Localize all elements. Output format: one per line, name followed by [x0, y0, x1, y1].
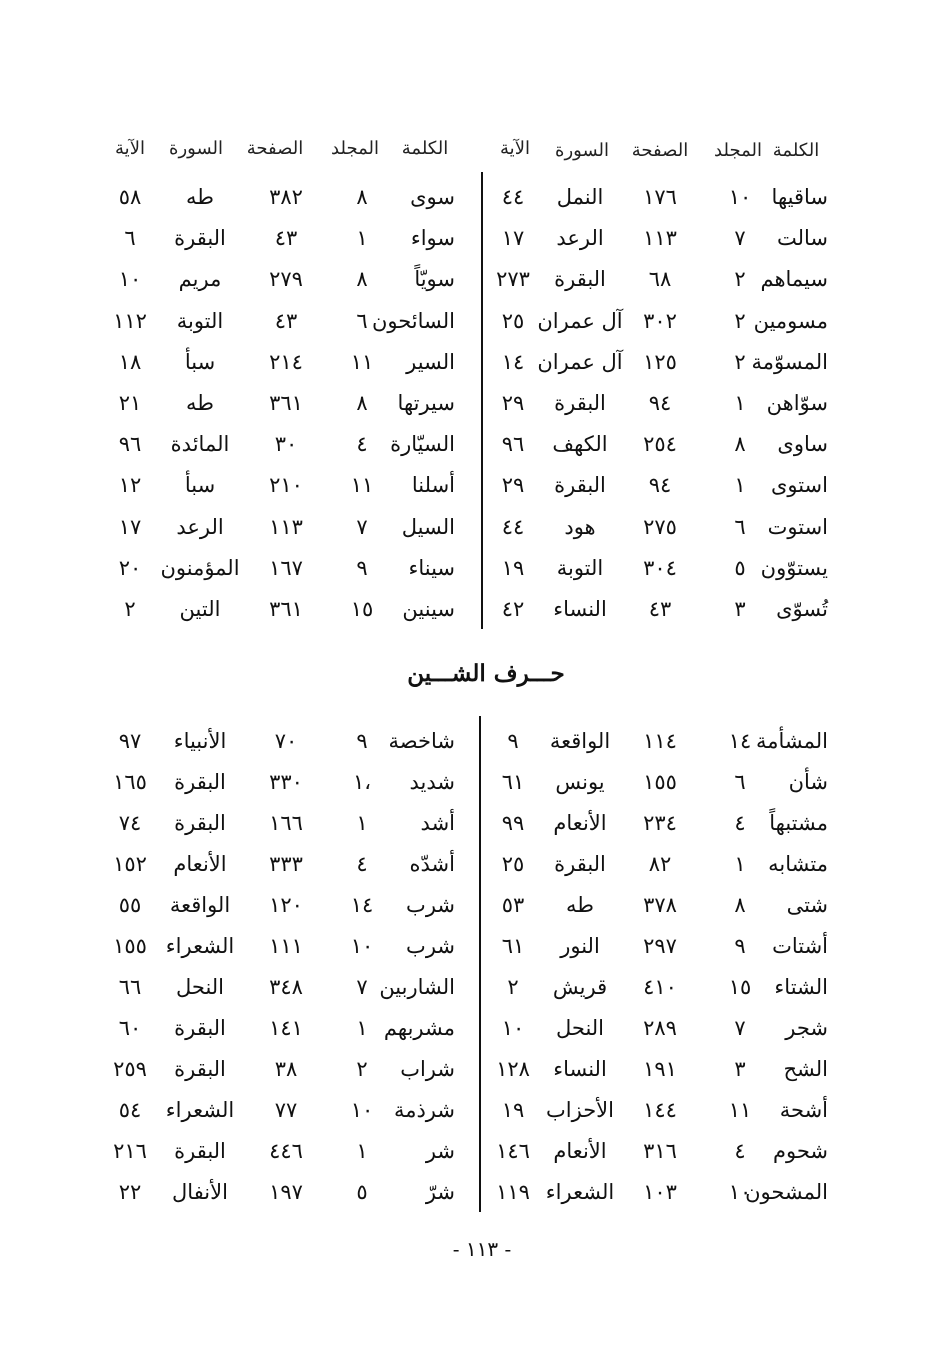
index-cell-page: ٣٣٣ [269, 852, 303, 876]
index-cell-ayah: ١٧ [118, 514, 142, 539]
index-cell-page: ٣٠ [274, 432, 298, 457]
index-cell-page: ٣٦١ [269, 391, 303, 415]
index-cell-page: ١٢٠ [269, 893, 303, 917]
index-cell-volume: ٧ [734, 226, 746, 251]
index-cell-ayah: ٢ [124, 597, 136, 621]
index-cell-page: ٦٨ [648, 267, 672, 292]
index-cell-volume: ٢ [734, 308, 746, 333]
index-cell-page: ٢٧٥ [643, 514, 677, 539]
index-cell-surah: البقرة [174, 1016, 226, 1040]
index-cell-surah: التوبة [556, 555, 604, 580]
index-cell-ayah: ١٥٥ [113, 934, 147, 958]
index-cell-page: ١١٣ [269, 514, 303, 539]
index-cell-page: ١٢٥ [643, 349, 677, 374]
index-cell-volume: ١٠ [350, 1098, 374, 1122]
index-cell-surah: سبأ [184, 473, 216, 498]
index-cell-word: المشحون [745, 1180, 828, 1204]
index-cell-surah: الشعراء [165, 1098, 235, 1122]
index-cell-page: ٣٦١ [269, 597, 303, 621]
index-cell-volume: ٨ [734, 893, 746, 917]
index-cell-ayah: ١٢٨ [496, 1057, 530, 1081]
index-cell-page: ١٩٧ [269, 1180, 303, 1204]
index-cell-ayah: ٢٥ [501, 308, 525, 333]
index-cell-volume: ٢ [734, 349, 746, 374]
index-cell-page: ٧٧ [274, 1098, 298, 1122]
index-cell-word: استوت [767, 514, 828, 539]
index-cell-word: أشحة [779, 1098, 828, 1122]
index-cell-word: شتى [786, 893, 828, 917]
index-cell-ayah: ١١٩ [496, 1180, 530, 1204]
index-cell-word: شجر [785, 1016, 828, 1040]
index-cell-surah: الأنعام [553, 1139, 607, 1163]
index-cell-ayah: ٥٨ [118, 185, 142, 209]
index-cell-volume: ١١ [728, 1098, 752, 1122]
index-cell-page: ٢٣٤ [643, 811, 677, 835]
index-cell-ayah: ٩ [507, 729, 519, 753]
index-cell-word: أشد [420, 811, 455, 835]
index-cell-ayah: ٦ [124, 226, 136, 251]
index-cell-ayah: ٥٥ [118, 893, 142, 917]
index-cell-ayah: ٩٧ [118, 729, 142, 753]
header-word-left: الكلمة [401, 138, 449, 159]
index-cell-surah: الكهف [552, 432, 608, 457]
index-cell-surah: طه [566, 893, 594, 917]
index-cell-volume: ٩ [734, 934, 746, 958]
column-divider-top [481, 172, 483, 629]
index-cell-word: السير [406, 349, 455, 374]
index-cell-surah: البقرة [174, 226, 226, 251]
index-cell-page: ٢٩٧ [643, 934, 677, 958]
index-cell-word: سيرتها [397, 391, 455, 415]
index-cell-word: متشابه [768, 852, 828, 876]
index-cell-surah: المائدة [170, 432, 230, 457]
index-cell-word: شرب [406, 934, 455, 958]
index-cell-page: ١٦٧ [269, 555, 303, 580]
index-cell-volume: ١ [734, 473, 746, 498]
index-cell-word: السيل [401, 514, 455, 539]
index-cell-ayah: ٦٦ [118, 975, 142, 999]
index-cell-ayah: ٥٤ [118, 1098, 142, 1122]
index-cell-word: سالت [776, 226, 828, 251]
index-cell-surah: الأحزاب [546, 1098, 614, 1122]
index-cell-word: شديد [409, 770, 455, 794]
index-cell-word: شاخصة [388, 729, 455, 753]
index-cell-ayah: ٢٥٩ [113, 1057, 147, 1081]
index-cell-volume: ١ [734, 391, 746, 415]
header-ayah-left: الآية [115, 138, 145, 159]
index-cell-surah: البقرة [554, 267, 606, 292]
index-cell-word: شرذمة [393, 1098, 455, 1122]
index-cell-ayah: ٤٤ [501, 514, 525, 539]
index-cell-ayah: ١٥٢ [113, 852, 147, 876]
index-cell-surah: النحل [175, 975, 225, 999]
index-cell-ayah: ١٢ [118, 473, 142, 498]
index-cell-page: ٤٣ [274, 308, 298, 333]
index-cell-surah: هود [564, 514, 596, 539]
index-cell-word: سوى [410, 185, 455, 209]
index-cell-ayah: ٢٧٣ [496, 267, 530, 292]
index-cell-volume: ٧ [356, 514, 368, 539]
column-divider-bottom [479, 716, 481, 1212]
header-volume-left: المجلد [331, 138, 379, 159]
index-cell-ayah: ٢٩ [501, 473, 525, 498]
index-cell-page: ٢١٤ [269, 349, 303, 374]
index-cell-ayah: ١٩ [501, 1098, 525, 1122]
index-cell-surah: طه [186, 185, 214, 209]
index-cell-surah: البقرة [174, 1139, 226, 1163]
index-cell-word: سويّاً [414, 267, 455, 292]
index-cell-surah: الواقعة [549, 729, 611, 753]
index-cell-surah: الشعراء [165, 934, 235, 958]
index-cell-ayah: ٢٠ [118, 555, 142, 580]
index-cell-volume: ١٠ [728, 185, 752, 209]
index-cell-volume: ٨ [734, 432, 746, 457]
index-cell-ayah: ٤٢ [501, 597, 525, 621]
index-cell-page: ١٤١ [269, 1016, 303, 1040]
index-cell-volume: ١ [356, 226, 368, 251]
index-cell-volume: ٥ [734, 555, 746, 580]
index-cell-volume: ٣ [734, 1057, 746, 1081]
header-surah-left: السورة [169, 138, 223, 159]
index-cell-ayah: ٢٢ [118, 1180, 142, 1204]
index-cell-word: سيناء [408, 555, 455, 580]
section-title: حـــرف الشـــين [407, 660, 565, 687]
index-cell-surah: النور [560, 934, 600, 958]
index-cell-ayah: ٧٤ [118, 811, 142, 835]
index-cell-ayah: ١١٢ [113, 308, 147, 333]
index-cell-word: يستوّون [760, 555, 828, 580]
index-cell-page: ٣٧٨ [643, 893, 677, 917]
index-cell-ayah: ١٦٥ [113, 770, 147, 794]
index-cell-volume: ٢ [734, 267, 746, 292]
index-cell-word: ساقيها [771, 185, 828, 209]
index-cell-page: ١٦٦ [269, 811, 303, 835]
index-cell-page: ٣٠٢ [643, 308, 677, 333]
index-cell-surah: النحل [555, 1016, 605, 1040]
header-word-right: الكلمة [772, 140, 820, 161]
index-cell-page: ٢٧٩ [269, 267, 303, 292]
index-cell-volume: ١ [734, 852, 746, 876]
index-cell-page: ٤٣ [274, 226, 298, 251]
index-cell-word: استوى [770, 473, 828, 498]
index-cell-ayah: ١٠ [501, 1016, 525, 1040]
index-cell-surah: سبأ [184, 349, 216, 374]
index-cell-ayah: ٩٩ [501, 811, 525, 835]
index-cell-word: سوّاهن [766, 391, 828, 415]
index-cell-surah: الرعد [556, 226, 604, 251]
index-cell-word: أشدّه [409, 852, 455, 876]
index-cell-word: سينين [402, 597, 455, 621]
index-cell-ayah: ٦١ [501, 934, 525, 958]
index-cell-surah: الرعد [176, 514, 224, 539]
index-cell-page: ٣٤٨ [269, 975, 303, 999]
index-cell-volume: ١ [356, 1016, 368, 1040]
index-cell-volume: ٤ [734, 811, 746, 835]
index-cell-volume: ٦ [356, 308, 368, 333]
header-ayah-right: الآية [500, 138, 530, 159]
index-cell-ayah: ٢١ [118, 391, 142, 415]
index-cell-surah: آل عمران [537, 349, 623, 374]
index-cell-volume: ٧ [734, 1016, 746, 1040]
index-cell-volume: ١١ [350, 473, 374, 498]
index-cell-word: شرّ [425, 1180, 455, 1204]
index-cell-volume: ٢ [356, 1057, 368, 1081]
index-cell-page: ١٠٣ [643, 1180, 677, 1204]
index-cell-ayah: ٩٦ [501, 432, 525, 457]
index-cell-word: الشح [783, 1057, 828, 1081]
index-cell-page: ٣٨٢ [269, 185, 303, 209]
index-cell-page: ٣٨ [274, 1057, 298, 1081]
index-cell-ayah: ١٤ [501, 349, 525, 374]
index-cell-volume: ١ [356, 811, 368, 835]
index-cell-surah: البقرة [174, 811, 226, 835]
index-cell-volume: ١٤ [350, 893, 374, 917]
index-cell-word: شراب [400, 1057, 455, 1081]
index-cell-page: ٢١٠ [269, 473, 303, 498]
index-cell-word: تُسوّى [776, 597, 828, 621]
index-cell-ayah: ٤٤ [501, 185, 525, 209]
index-cell-word: المسوّمة [751, 349, 828, 374]
header-volume-right: المجلد [714, 140, 762, 161]
index-cell-volume: ٩ [356, 729, 368, 753]
index-cell-surah: الأنفال [172, 1180, 228, 1204]
header-page-left: الصفحة [246, 138, 304, 159]
index-cell-page: ١١١ [269, 934, 303, 958]
index-cell-volume: ١٤ [728, 729, 752, 753]
index-cell-ayah: ٢٩ [501, 391, 525, 415]
index-cell-volume: ١١ [350, 349, 374, 374]
index-cell-word: السائحون [371, 308, 455, 333]
index-cell-word: شر [425, 1139, 455, 1163]
index-cell-page: ١٥٥ [643, 770, 677, 794]
index-cell-volume: ٨ [356, 391, 368, 415]
index-cell-volume: ١٠ [350, 934, 374, 958]
index-cell-ayah: ٩٦ [118, 432, 142, 457]
index-cell-surah: النساء [553, 597, 607, 621]
index-cell-surah: البقرة [554, 391, 606, 415]
index-cell-surah: الشعراء [545, 1180, 615, 1204]
index-cell-page: ١١٣ [643, 226, 677, 251]
index-cell-ayah: ٢ [507, 975, 519, 999]
index-cell-page: ٣٠٤ [643, 555, 677, 580]
index-cell-volume: ٥ [356, 1180, 368, 1204]
index-cell-surah: البقرة [174, 1057, 226, 1081]
index-cell-page: ٩٤ [648, 391, 672, 415]
index-cell-word: شرب [406, 893, 455, 917]
index-cell-word: سيماهم [760, 267, 828, 292]
index-cell-word: الشاربين [379, 975, 455, 999]
index-cell-page: ١٤٤ [643, 1098, 677, 1122]
index-cell-ayah: ٦١ [501, 770, 525, 794]
index-cell-ayah: ٥٣ [501, 893, 525, 917]
header-surah-right: السورة [555, 140, 609, 161]
index-cell-volume: ٨ [356, 267, 368, 292]
index-cell-page: ٤٣ [648, 597, 672, 621]
index-cell-ayah: ٢١٦ [113, 1139, 147, 1163]
index-cell-page: ١٩١ [643, 1057, 677, 1081]
index-cell-page: ٤٤٦ [269, 1139, 303, 1163]
index-cell-volume: ٦ [734, 770, 746, 794]
index-cell-ayah: ٢٥ [501, 852, 525, 876]
index-cell-word: أشتات [772, 934, 828, 958]
index-cell-surah: قريش [552, 975, 608, 999]
index-cell-page: ٩٤ [648, 473, 672, 498]
index-cell-volume: ٤ [356, 432, 368, 457]
index-cell-volume: ٣ [734, 597, 746, 621]
index-cell-word: المشأمة [755, 729, 828, 753]
index-cell-volume: ١٥ [350, 597, 374, 621]
index-cell-page: ٧٠ [274, 729, 298, 753]
index-cell-page: ٤١٠ [643, 975, 677, 999]
index-cell-volume: ٦ [734, 514, 746, 539]
index-cell-page: ٣٣٠ [269, 770, 303, 794]
index-cell-volume: ٤ [356, 852, 368, 876]
index-cell-volume: ١ [356, 1139, 368, 1163]
index-cell-volume: ٩ [356, 555, 368, 580]
index-cell-surah: التوبة [176, 308, 224, 333]
index-cell-word: أسلنا [411, 473, 455, 498]
index-cell-page: ١١٤ [643, 729, 677, 753]
index-cell-surah: آل عمران [537, 308, 623, 333]
index-cell-surah: مريم [178, 267, 222, 292]
index-cell-surah: طه [186, 391, 214, 415]
index-cell-volume: ٧ [356, 975, 368, 999]
index-cell-word: مشربهم [383, 1016, 455, 1040]
index-cell-surah: البقرة [554, 852, 606, 876]
index-cell-page: ١٧٦ [643, 185, 677, 209]
index-cell-surah: التين [179, 597, 221, 621]
index-cell-surah: النساء [553, 1057, 607, 1081]
index-cell-page: ٣١٦ [643, 1139, 677, 1163]
index-cell-surah: يونس [555, 770, 605, 794]
index-cell-ayah: ١٩ [501, 555, 525, 580]
index-cell-word: مشتبهاً [769, 811, 828, 835]
index-cell-ayah: ١٠ [118, 267, 142, 292]
index-cell-word: شأن [788, 770, 828, 794]
index-cell-word: الشتاء [774, 975, 828, 999]
index-cell-surah: الواقعة [169, 893, 231, 917]
index-cell-surah: البقرة [554, 473, 606, 498]
index-cell-surah: النمل [556, 185, 604, 209]
index-cell-word: ساوى [777, 432, 828, 457]
index-cell-ayah: ١٤٦ [496, 1139, 530, 1163]
index-cell-surah: المؤمنون [160, 555, 240, 580]
index-cell-ayah: ١٧ [501, 226, 525, 251]
index-cell-surah: الأنعام [553, 811, 607, 835]
index-cell-volume: ١٠ [728, 1180, 752, 1204]
index-cell-surah: البقرة [174, 770, 226, 794]
index-cell-volume: ١٥ [728, 975, 752, 999]
page-number: - ١١٣ - [452, 1237, 512, 1261]
header-page-right: الصفحة [631, 140, 689, 161]
index-cell-word: السيّارة [390, 432, 455, 457]
index-cell-word: سواء [410, 226, 455, 251]
index-cell-page: ٢٨٩ [643, 1016, 677, 1040]
index-cell-page: ٨٢ [648, 852, 672, 876]
index-cell-volume: ٨ [356, 185, 368, 209]
index-cell-word: شحوم [772, 1139, 828, 1163]
index-cell-ayah: ٦٠ [118, 1016, 142, 1040]
index-cell-surah: الأنبياء [173, 729, 227, 753]
index-cell-volume: ٤ [734, 1139, 746, 1163]
index-cell-page: ٢٥٤ [643, 432, 677, 457]
index-cell-volume: ١، [352, 770, 372, 794]
index-cell-surah: الأنعام [173, 852, 227, 876]
index-cell-ayah: ١٨ [118, 349, 142, 374]
index-cell-word: مسومين [753, 308, 828, 333]
